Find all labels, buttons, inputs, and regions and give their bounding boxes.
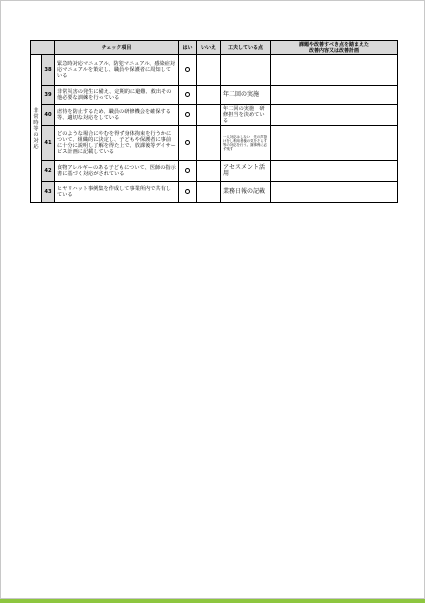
circle-mark-icon (185, 168, 190, 173)
row-number: 38 (42, 55, 55, 86)
category-char: 等 (33, 125, 39, 132)
category-cell (31, 55, 42, 203)
header-improve-line1: 課題や改善すべき点を踏まえた (299, 41, 369, 48)
category-char: 応 (33, 143, 39, 150)
circle-mark-icon (185, 140, 190, 145)
row-effort: アセスメント活用 (221, 161, 271, 182)
row-number: 41 (42, 126, 55, 161)
row-yes-cell (179, 105, 197, 126)
row-improve (271, 86, 398, 105)
header-row (31, 41, 398, 55)
circle-mark-icon (185, 92, 190, 97)
header-effort: 工夫している点 (221, 41, 271, 55)
row-number: 40 (42, 105, 55, 126)
row-effort: 一人対応はしない 先の声掛けをし利用者様の気をそらす等の対応を行う。謝事例に必ず残す (221, 126, 271, 161)
row-effort (221, 55, 271, 86)
bottom-accent-bar (0, 599, 425, 603)
row-item-text: どのような場合にやむを得ず身体拘束を行うかについて、組織的に決定し、子どもや保護者に事前に十分に説明し了解を得た上で、放課後等デイサービス計画に記載している (55, 126, 179, 161)
circle-mark-icon (185, 112, 190, 117)
category-char: の (33, 131, 39, 138)
row-yes-cell (179, 182, 197, 203)
row-effort: 業務日報の記載 (221, 182, 271, 203)
header-yes: はい (179, 41, 197, 55)
row-item-text: ヒヤリハット事例集を作成して事業所内で共有している (55, 182, 179, 203)
row-item-text: 虐待を防止するため、職員の研修機会を確保する等、適切な対応をしている (55, 105, 179, 126)
row-yes-cell (179, 55, 197, 86)
row-item-text: 緊急時対応マニュアル、防犯マニュアル、感染症対応マニュアルを策定し、職員や保護者に周知している (55, 55, 179, 86)
row-yes-cell (179, 161, 197, 182)
row-number: 43 (42, 182, 55, 203)
row-improve (271, 55, 398, 86)
row-number: 39 (42, 86, 55, 105)
row-no-cell (197, 161, 221, 182)
table-row (31, 55, 398, 86)
row-yes-cell (179, 86, 197, 105)
row-improve (271, 161, 398, 182)
category-char: 対 (33, 137, 39, 144)
header-improve-line2: 改善内容又は改善計画 (308, 47, 359, 54)
circle-mark-icon (185, 67, 190, 72)
category-char: 非 (33, 107, 39, 114)
row-no-cell (197, 55, 221, 86)
row-effort: 年二回の実施 (221, 86, 271, 105)
checklist-table (30, 40, 398, 203)
row-no-cell (197, 182, 221, 203)
row-no-cell (197, 105, 221, 126)
row-item-text: 食物アレルギーのある子どもについて、医師の指示書に基づく対応がされている (55, 161, 179, 182)
table-row (31, 126, 398, 161)
header-item: チェック項目 (55, 41, 179, 55)
header-blank-cell (31, 41, 55, 55)
table-row (31, 105, 398, 126)
header-improve (271, 41, 398, 55)
row-yes-cell (179, 126, 197, 161)
row-number: 42 (42, 161, 55, 182)
row-effort: 年二回の実施 研修担当を決めている (221, 105, 271, 126)
table-row (31, 182, 398, 203)
row-no-cell (197, 86, 221, 105)
row-improve (271, 126, 398, 161)
row-improve (271, 182, 398, 203)
row-item-text: 非常災害の発生に備え、定期的に避難、救出その他必要な訓練を行っている (55, 86, 179, 105)
row-no-cell (197, 126, 221, 161)
table-row (31, 86, 398, 105)
table-row (31, 161, 398, 182)
category-char: 時 (33, 119, 39, 126)
category-char: 常 (33, 113, 39, 120)
header-no: いいえ (197, 41, 221, 55)
circle-mark-icon (185, 189, 190, 194)
row-improve (271, 105, 398, 126)
